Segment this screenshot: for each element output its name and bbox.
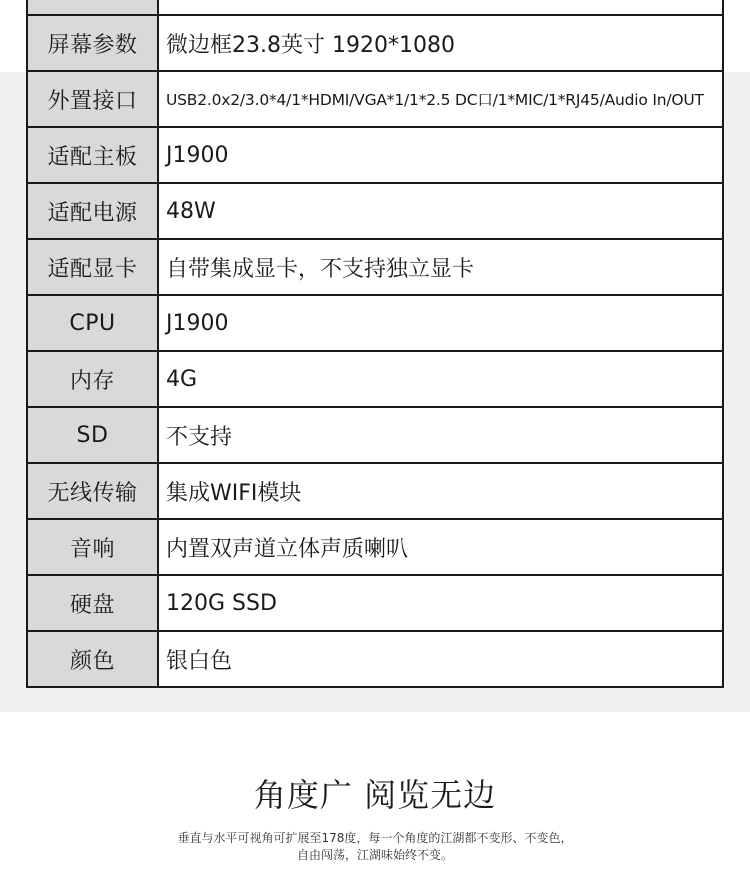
- spec-label: 外置接口: [27, 71, 158, 127]
- table-row: [27, 631, 723, 687]
- spec-value: 集成WIFI模块: [158, 463, 723, 519]
- spec-label: CPU: [27, 295, 158, 351]
- spec-label: 适配显卡: [27, 239, 158, 295]
- spec-label: 屏幕参数: [27, 15, 158, 71]
- spec-value: 4G: [158, 351, 723, 407]
- spec-label: 无线传输: [27, 463, 158, 519]
- spec-label: 适配主板: [27, 127, 158, 183]
- table-row: [27, 463, 723, 519]
- spec-value: J1900: [158, 127, 723, 183]
- table-row: [27, 0, 723, 15]
- feature-title: 角度广 阅览无边: [253, 776, 497, 814]
- table-row: [27, 519, 723, 575]
- table-row: [27, 239, 723, 295]
- table-row: [27, 575, 723, 631]
- spec-label: [27, 0, 158, 15]
- spec-value: 自带集成显卡，不支持独立显卡: [158, 239, 723, 295]
- spec-label: 硬盘: [27, 575, 158, 631]
- table-row: [27, 127, 723, 183]
- table-row: [27, 71, 723, 127]
- spec-value: 不支持: [158, 407, 723, 463]
- table-row: [27, 15, 723, 71]
- spec-label: 适配电源: [27, 183, 158, 239]
- spec-value: 银白色: [158, 631, 723, 687]
- feature-description: [0, 830, 750, 864]
- spec-label: 音响: [27, 519, 158, 575]
- spec-label: 内存: [27, 351, 158, 407]
- spec-value: 微边框23.8英寸 1920*1080: [158, 15, 723, 71]
- spec-table: [26, 0, 724, 688]
- spec-label: 颜色: [27, 631, 158, 687]
- feature-description-line: 自由闯荡，江湖味始终不变。: [296, 848, 453, 862]
- spec-value: USB2.0x2/3.0*4/1*HDMI/VGA*1/1*2.5 DC口/1*MIC/1*RJ45/Audio In/OUT: [158, 71, 723, 127]
- spec-value: 内置双声道立体声质喇叭: [158, 519, 723, 575]
- table-row: [27, 407, 723, 463]
- spec-value: 48W: [158, 183, 723, 239]
- spec-value: [158, 0, 723, 15]
- spec-value: 120G SSD: [158, 575, 723, 631]
- spec-value: J1900: [158, 295, 723, 351]
- table-row: [27, 295, 723, 351]
- spec-label: SD: [27, 407, 158, 463]
- feature-description-line: 垂直与水平可视角可扩展至178度，每一个角度的江湖都不变形、不变色，: [177, 831, 573, 845]
- table-row: [27, 183, 723, 239]
- table-row: [27, 351, 723, 407]
